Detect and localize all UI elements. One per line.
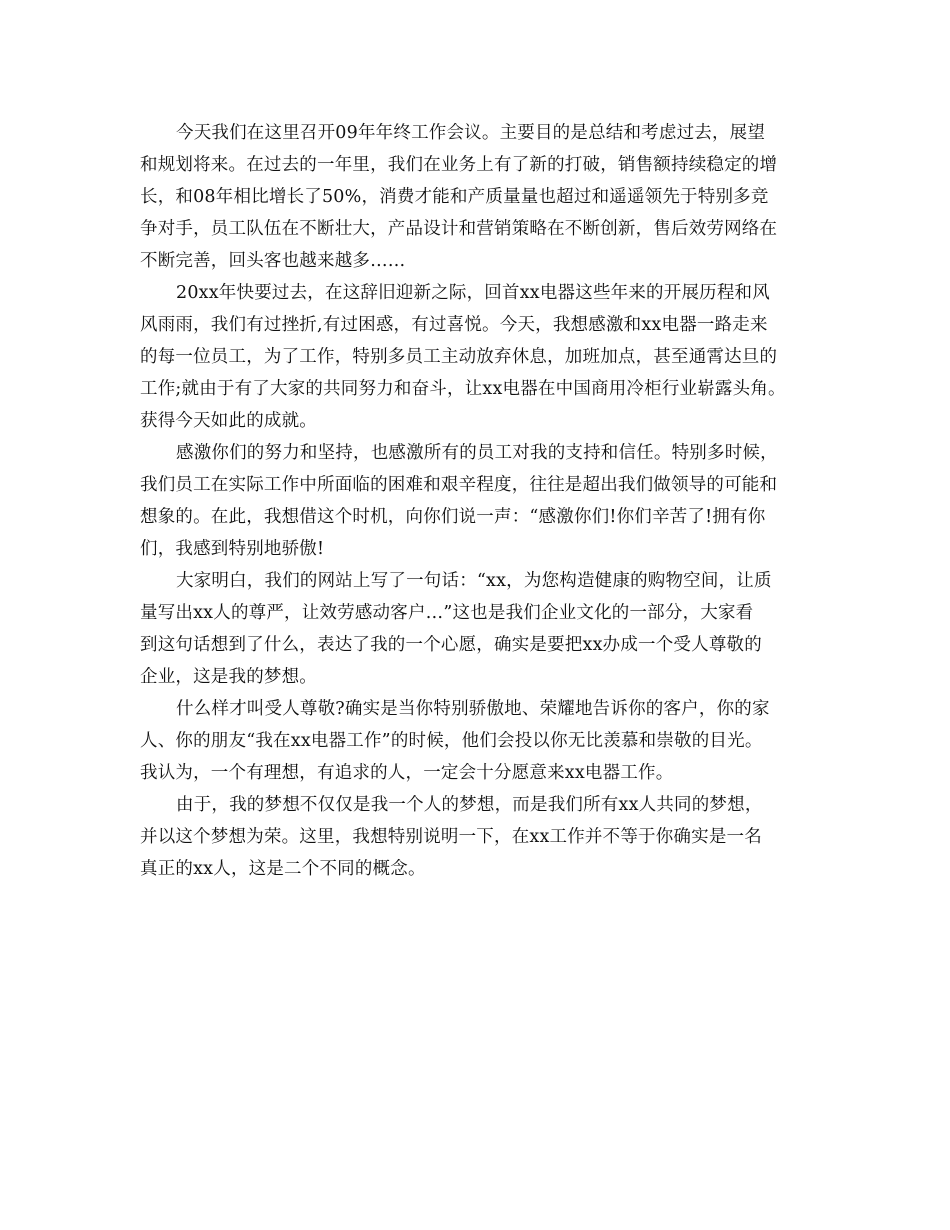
paragraph-line: 们，我感到特别地骄傲!	[140, 539, 325, 559]
paragraph-line: 想象的。在此，我想借这个时机，向你们说一声：“感激你们!你们辛苦了!拥有你	[140, 507, 766, 527]
paragraph-line: 企业，这是我的梦想。	[140, 667, 317, 687]
paragraph-line: 争对手，员工队伍在不断壮大，产品设计和营销策略在不断创新，售后效劳网络在	[140, 219, 778, 239]
paragraph-line: 和规划将来。在过去的一年里，我们在业务上有了新的打破，销售额持续稳定的增	[140, 155, 778, 175]
document-body	[140, 117, 830, 885]
paragraph-2	[140, 277, 830, 437]
paragraph-line: 什么样才叫受人尊敬?确实是当你特别骄傲地、荣耀地告诉你的客户，你的家	[176, 699, 770, 719]
paragraph-line: 人、你的朋友“我在xx电器工作”的时候，他们会投以你无比羡慕和崇敬的目光。	[140, 731, 763, 751]
paragraph-5	[140, 693, 830, 789]
paragraph-4	[140, 565, 830, 693]
paragraph-line: 20xx年快要过去，在这辞旧迎新之际，回首xx电器这些年来的开展历程和风	[176, 283, 770, 303]
paragraph-line: 我们员工在实际工作中所面临的困难和艰辛程度，往往是超出我们做领导的可能和	[140, 475, 778, 495]
paragraph-line: 不断完善，回头客也越来越多……	[140, 251, 406, 271]
paragraph-line: 真正的xx人，这是二个不同的概念。	[140, 859, 426, 879]
paragraph-line: 工作;就由于有了大家的共同努力和奋斗，让xx电器在中国商用冷柜行业崭露头角。	[140, 379, 786, 399]
paragraph-line: 量写出xx人的尊严，让效劳感动客户…”这也是我们企业文化的一部分，大家看	[140, 603, 754, 623]
paragraph-1	[140, 117, 830, 277]
paragraph-line: 获得今天如此的成就。	[140, 411, 317, 431]
paragraph-line: 并以这个梦想为荣。这里，我想特别说明一下，在xx工作并不等于你确实是一名	[140, 827, 762, 847]
paragraph-6	[140, 789, 830, 885]
paragraph-line: 今天我们在这里召开09年年终工作会议。主要目的是总结和考虑过去，展望	[176, 123, 766, 143]
paragraph-3	[140, 437, 830, 565]
paragraph-line: 大家明白，我们的网站上写了一句话：“xx，为您构造健康的购物空间，让质	[176, 571, 772, 591]
paragraph-line: 感激你们的努力和坚持，也感激所有的员工对我的支持和信任。特别多时候，	[176, 443, 778, 463]
paragraph-line: 长，和08年相比增长了50%，消费才能和产质量量也超过和遥遥领先于特别多竞	[140, 187, 769, 207]
paragraph-line: 的每一位员工，为了工作，特别多员工主动放弃休息，加班加点，甚至通霄达旦的	[140, 347, 778, 367]
paragraph-line: 我认为，一个有理想，有追求的人，一定会十分愿意来xx电器工作。	[140, 763, 674, 783]
paragraph-line: 由于，我的梦想不仅仅是我一个人的梦想，而是我们所有xx人共同的梦想，	[176, 795, 763, 815]
paragraph-line: 到这句话想到了什么，表达了我的一个心愿，确实是要把xx办成一个受人尊敬的	[140, 635, 762, 655]
paragraph-line: 风雨雨，我们有过挫折,有过困惑，有过喜悦。今天，我想感激和xx电器一路走来	[140, 315, 768, 335]
